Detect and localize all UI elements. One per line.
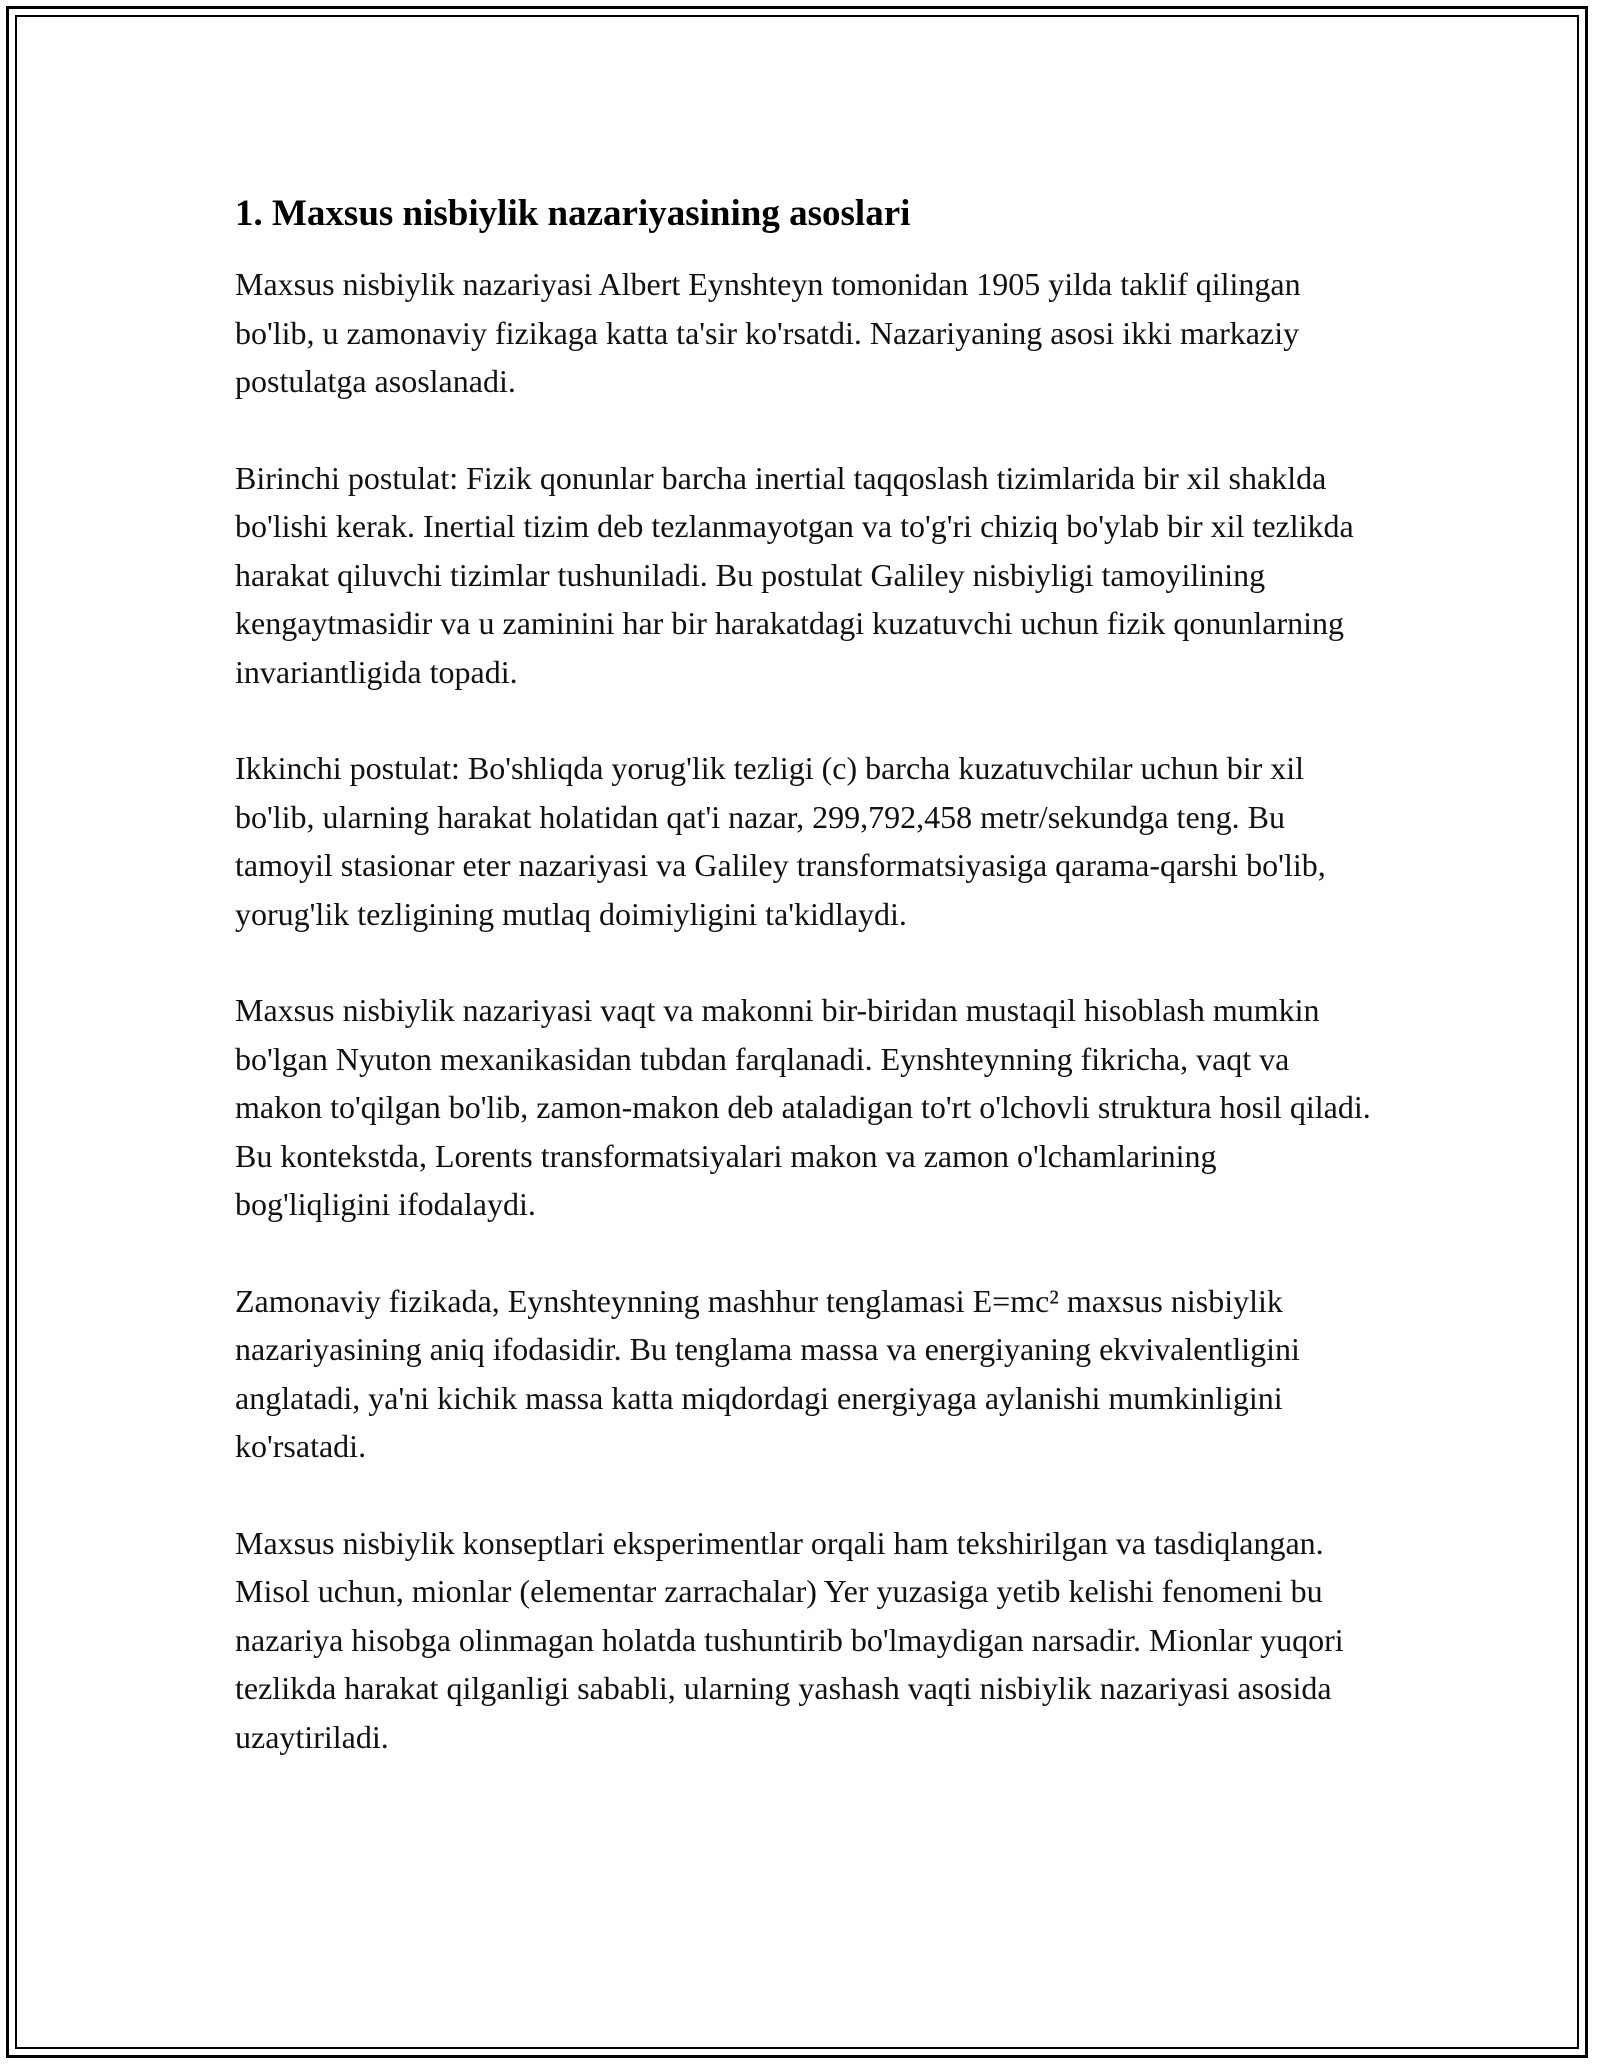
section-heading: 1. Maxsus nisbiylik nazariyasining asoslari <box>235 193 911 234</box>
paragraph-mass-energy: Zamonaviy fizikada, Eynshteynning mashhur tenglamasi E=mc² maxsus nisbiylik nazariyasining aniq ifodasidir. Bu tenglama massa va energiyaning ekvivalentligini anglatadi, ya'ni kichik massa katta miqdordagi energiyaga aylanishi mumkinligini ko'rsatadi. <box>235 1282 1300 1464</box>
paragraph-second-postulate: Ikkinchi postulat: Bo'shliqda yorug'lik tezligi (c) barcha kuzatuvchilar uchun bir xil bo'lib, ularning harakat holatidan qat'i nazar, 299,792,458 metr/sekundga teng. Bu tamoyil stasionar eter nazariyasi va Galiley transformatsiyasiga qarama-qarshi bo'lib, yorug'lik tezligining mutlaq doimiyligini ta'kidlaydi. <box>235 750 1326 932</box>
paragraph-introduction: Maxsus nisbiylik nazariyasi Albert Eynshteyn tomonidan 1905 yilda taklif qilingan bo'lib, u zamonaviy fizikaga katta ta'sir ko'rsatdi. Nazariyaning asosi ikki markaziy postulatga asoslanadi. <box>235 266 1301 399</box>
paragraph-spacetime: Maxsus nisbiylik nazariyasi vaqt va makonni bir-biridan mustaqil hisoblash mumkin bo'lgan Nyuton mexanikasidan tubdan farqlanadi. Eynshteynning fikricha, vaqt va makon to'qilgan bo'lib, zamon-makon deb ataladigan to'rt o'lchovli struktura hosil qiladi. Bu kontekstda, Lorents transformatsiyalari makon va zamon o'lchamlarining bog'liqligini ifodalaydi. <box>235 992 1371 1222</box>
paragraph-first-postulate: Birinchi postulat: Fizik qonunlar barcha inertial taqqoslash tizimlarida bir xil shaklda bo'lishi kerak. Inertial tizim deb tezlanmayotgan va to'g'ri chiziq bo'ylab bir xil tezlikda harakat qiluvchi tizimlar tushuniladi. Bu postulat Galiley nisbiyligi tamoyilining kengaytmasidir va u zaminini har bir harakatdagi kuzatuvchi uchun fizik qonunlarning invariantligida topadi. <box>235 459 1354 690</box>
paragraph-experimental-evidence: Maxsus nisbiylik konseptlari eksperimentlar orqali ham tekshirilgan va tasdiqlangan. Misol uchun, mionlar (elementar zarrachalar) Yer yuzasiga yetib kelishi fenomeni bu nazariya hisobga olinmagan holatda tushuntirib bo'lmaydigan narsadir. Mionlar yuqori tezlikda harakat qilganligi sababli, ularning yashash vaqti nisbiylik nazariyasi asosida uzaytiriladi. <box>235 1524 1344 1755</box>
document-body <box>235 190 1375 1809</box>
